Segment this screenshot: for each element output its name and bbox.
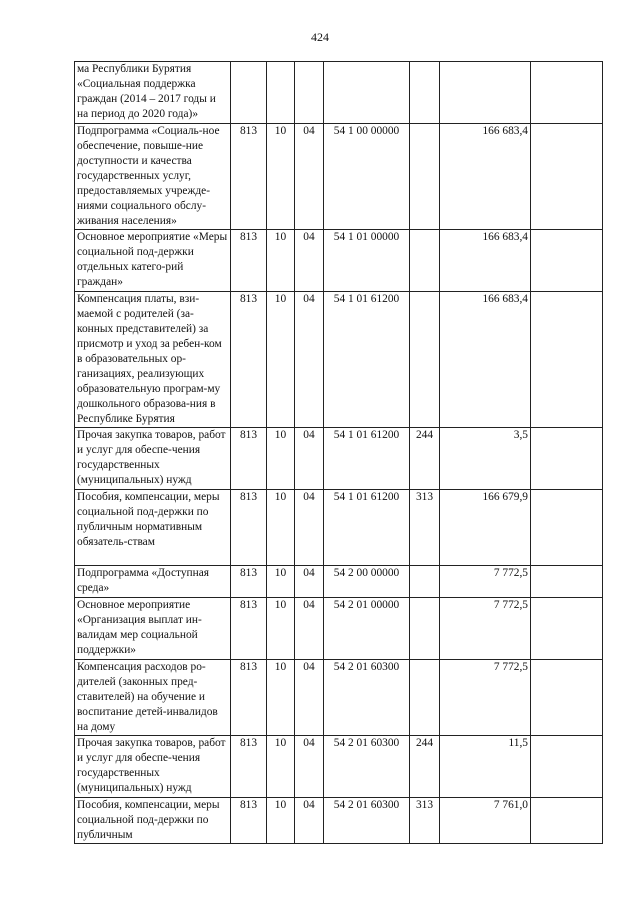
row-amount bbox=[440, 62, 531, 124]
row-ministry-code: 813 bbox=[231, 736, 267, 798]
row-ministry-code: 813 bbox=[231, 490, 267, 566]
row-name: Прочая закупка товаров, работ и услуг для обеспе-чения государственных (муниципальных) нужд bbox=[75, 736, 231, 798]
row-expense-type-code bbox=[410, 124, 440, 230]
row-target-article-code: 54 1 00 00000 bbox=[324, 124, 410, 230]
row-section-code: 10 bbox=[267, 566, 295, 598]
table-row bbox=[75, 428, 603, 490]
row-subsection-code: 04 bbox=[295, 598, 324, 660]
row-empty-cell bbox=[531, 62, 603, 124]
row-section-code: 10 bbox=[267, 798, 295, 844]
row-target-article-code: 54 2 01 00000 bbox=[324, 598, 410, 660]
row-empty-cell bbox=[531, 736, 603, 798]
row-name: Подпрограмма «Социаль-ное обеспечение, повыше-ние доступности и качества государственных услуг, предоставляемых учрежде-ниями социального обслу-живания населения» bbox=[75, 124, 231, 230]
row-ministry-code: 813 bbox=[231, 660, 267, 736]
row-subsection-code: 04 bbox=[295, 660, 324, 736]
row-expense-type-code bbox=[410, 566, 440, 598]
row-subsection-code: 04 bbox=[295, 566, 324, 598]
row-amount: 166 683,4 bbox=[440, 292, 531, 428]
table-row bbox=[75, 566, 603, 598]
row-subsection-code: 04 bbox=[295, 428, 324, 490]
row-ministry-code bbox=[231, 62, 267, 124]
row-ministry-code: 813 bbox=[231, 124, 267, 230]
row-name: Прочая закупка товаров, работ и услуг для обеспе-чения государственных (муниципальных) нужд bbox=[75, 428, 231, 490]
row-target-article-code: 54 2 00 00000 bbox=[324, 566, 410, 598]
row-expense-type-code bbox=[410, 292, 440, 428]
row-expense-type-code bbox=[410, 62, 440, 124]
row-amount: 3,5 bbox=[440, 428, 531, 490]
row-section-code: 10 bbox=[267, 230, 295, 292]
row-section-code: 10 bbox=[267, 490, 295, 566]
table-row bbox=[75, 736, 603, 798]
table-row bbox=[75, 124, 603, 230]
row-expense-type-code: 244 bbox=[410, 428, 440, 490]
row-amount: 166 683,4 bbox=[440, 124, 531, 230]
table-row bbox=[75, 660, 603, 736]
row-name: Основное мероприятие «Организация выплат ин-валидам мер социальной поддержки» bbox=[75, 598, 231, 660]
row-empty-cell bbox=[531, 660, 603, 736]
row-amount: 166 679,9 bbox=[440, 490, 531, 566]
row-section-code: 10 bbox=[267, 598, 295, 660]
row-empty-cell bbox=[531, 598, 603, 660]
row-subsection-code: 04 bbox=[295, 736, 324, 798]
table-row bbox=[75, 230, 603, 292]
row-expense-type-code: 313 bbox=[410, 490, 440, 566]
row-amount: 7 761,0 bbox=[440, 798, 531, 844]
table-row bbox=[75, 62, 603, 124]
table-row bbox=[75, 292, 603, 428]
row-subsection-code: 04 bbox=[295, 490, 324, 566]
row-amount: 7 772,5 bbox=[440, 660, 531, 736]
row-empty-cell bbox=[531, 230, 603, 292]
row-target-article-code: 54 2 01 60300 bbox=[324, 660, 410, 736]
row-name: Компенсация расходов ро-дителей (законных пред-ставителей) на обучение и воспитание детей-инвалидов на дому bbox=[75, 660, 231, 736]
row-name: Компенсация платы, взи-маемой с родителей (за-конных представителей) за присмотр и уход за ребен-ком в образовательных ор-ганизациях, реализующих образовательную програм-му дошкольного образова-ния в Республике Бурятия bbox=[75, 292, 231, 428]
table-row bbox=[75, 490, 603, 566]
row-section-code: 10 bbox=[267, 124, 295, 230]
row-ministry-code: 813 bbox=[231, 230, 267, 292]
table-row bbox=[75, 598, 603, 660]
row-name: ма Республики Бурятия «Социальная поддержка граждан (2014 – 2017 годы и на период до 2020 года)» bbox=[75, 62, 231, 124]
page-number: 424 bbox=[311, 30, 329, 44]
row-section-code: 10 bbox=[267, 428, 295, 490]
row-subsection-code: 04 bbox=[295, 124, 324, 230]
row-target-article-code: 54 2 01 60300 bbox=[324, 736, 410, 798]
row-amount: 7 772,5 bbox=[440, 598, 531, 660]
row-empty-cell bbox=[531, 124, 603, 230]
row-empty-cell bbox=[531, 566, 603, 598]
row-target-article-code: 54 1 01 00000 bbox=[324, 230, 410, 292]
row-expense-type-code bbox=[410, 660, 440, 736]
row-subsection-code: 04 bbox=[295, 230, 324, 292]
row-name: Подпрограмма «Доступная среда» bbox=[75, 566, 231, 598]
row-empty-cell bbox=[531, 292, 603, 428]
row-section-code bbox=[267, 62, 295, 124]
row-ministry-code: 813 bbox=[231, 566, 267, 598]
row-section-code: 10 bbox=[267, 660, 295, 736]
row-amount: 7 772,5 bbox=[440, 566, 531, 598]
row-empty-cell bbox=[531, 490, 603, 566]
row-target-article-code: 54 2 01 60300 bbox=[324, 798, 410, 844]
row-expense-type-code bbox=[410, 230, 440, 292]
row-target-article-code: 54 1 01 61200 bbox=[324, 490, 410, 566]
row-ministry-code: 813 bbox=[231, 428, 267, 490]
table-row bbox=[75, 798, 603, 844]
row-expense-type-code: 244 bbox=[410, 736, 440, 798]
row-target-article-code: 54 1 01 61200 bbox=[324, 428, 410, 490]
budget-table bbox=[74, 61, 603, 844]
row-subsection-code bbox=[295, 62, 324, 124]
row-ministry-code: 813 bbox=[231, 598, 267, 660]
row-amount: 166 683,4 bbox=[440, 230, 531, 292]
row-target-article-code: 54 1 01 61200 bbox=[324, 292, 410, 428]
row-name: Основное мероприятие «Меры социальной под-держки отдельных катего-рий граждан» bbox=[75, 230, 231, 292]
row-expense-type-code: 313 bbox=[410, 798, 440, 844]
row-target-article-code bbox=[324, 62, 410, 124]
row-section-code: 10 bbox=[267, 736, 295, 798]
row-ministry-code: 813 bbox=[231, 292, 267, 428]
row-empty-cell bbox=[531, 428, 603, 490]
row-ministry-code: 813 bbox=[231, 798, 267, 844]
row-name: Пособия, компенсации, меры социальной под-держки по публичным нормативным обязатель-ствам bbox=[75, 490, 231, 566]
row-section-code: 10 bbox=[267, 292, 295, 428]
row-subsection-code: 04 bbox=[295, 292, 324, 428]
row-subsection-code: 04 bbox=[295, 798, 324, 844]
row-name: Пособия, компенсации, меры социальной под-держки по публичным bbox=[75, 798, 231, 844]
row-empty-cell bbox=[531, 798, 603, 844]
row-amount: 11,5 bbox=[440, 736, 531, 798]
row-expense-type-code bbox=[410, 598, 440, 660]
